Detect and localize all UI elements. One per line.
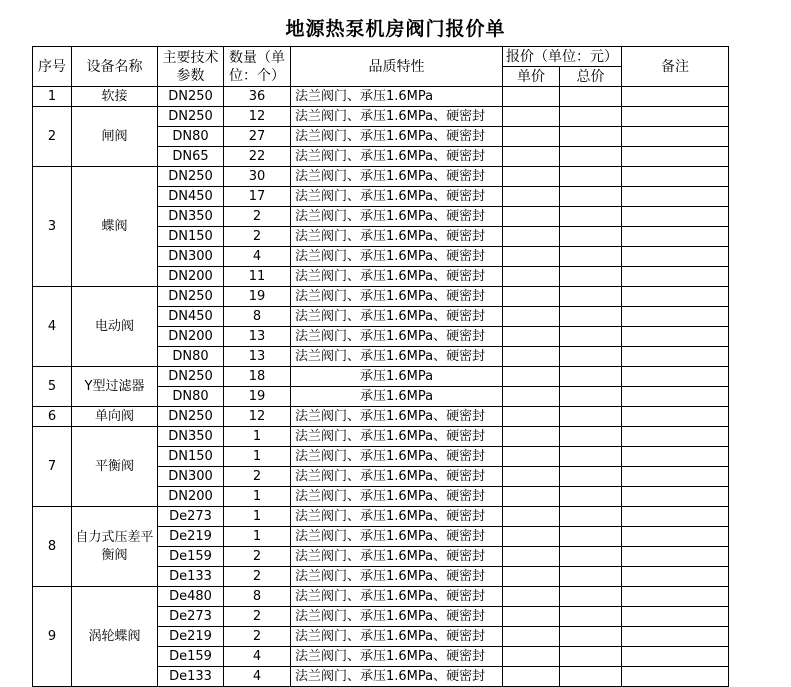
total-price-cell (560, 407, 622, 427)
qty-cell: 1 (224, 427, 291, 447)
unit-price-cell (503, 367, 560, 387)
qty-cell: 27 (224, 127, 291, 147)
total-price-cell (560, 107, 622, 127)
quality-cell: 法兰阀门、承压1.6MPa、硬密封 (291, 447, 503, 467)
note-cell (622, 467, 729, 487)
unit-price-cell (503, 467, 560, 487)
unit-price-cell (503, 547, 560, 567)
note-cell (622, 307, 729, 327)
qty-cell: 2 (224, 627, 291, 647)
total-price-cell (560, 247, 622, 267)
note-cell (622, 247, 729, 267)
qty-cell: 36 (224, 87, 291, 107)
quality-cell: 法兰阀门、承压1.6MPa、硬密封 (291, 307, 503, 327)
spec-cell: DN250 (158, 107, 224, 127)
quality-cell: 法兰阀门、承压1.6MPa、硬密封 (291, 127, 503, 147)
note-cell (622, 227, 729, 247)
spec-cell: De133 (158, 667, 224, 687)
total-price-cell (560, 267, 622, 287)
quality-cell: 法兰阀门、承压1.6MPa、硬密封 (291, 467, 503, 487)
note-cell (622, 407, 729, 427)
quality-cell: 法兰阀门、承压1.6MPa、硬密封 (291, 667, 503, 687)
unit-price-cell (503, 507, 560, 527)
quality-cell: 法兰阀门、承压1.6MPa、硬密封 (291, 247, 503, 267)
unit-price-cell (503, 207, 560, 227)
quality-cell: 法兰阀门、承压1.6MPa、硬密封 (291, 147, 503, 167)
spec-cell: DN450 (158, 187, 224, 207)
qty-cell: 1 (224, 487, 291, 507)
quality-cell: 承压1.6MPa (291, 367, 503, 387)
total-price-cell (560, 287, 622, 307)
note-cell (622, 387, 729, 407)
qty-cell: 11 (224, 267, 291, 287)
table-row (33, 507, 729, 527)
note-cell (622, 347, 729, 367)
total-price-cell (560, 127, 622, 147)
spec-cell: DN300 (158, 247, 224, 267)
device-name: 闸阀 (72, 107, 158, 167)
note-cell (622, 207, 729, 227)
spec-cell: De159 (158, 547, 224, 567)
total-price-cell (560, 327, 622, 347)
unit-price-cell (503, 487, 560, 507)
note-cell (622, 587, 729, 607)
spec-cell: DN250 (158, 167, 224, 187)
qty-cell: 8 (224, 307, 291, 327)
quality-cell: 法兰阀门、承压1.6MPa、硬密封 (291, 507, 503, 527)
note-cell (622, 427, 729, 447)
unit-price-cell (503, 87, 560, 107)
note-cell (622, 527, 729, 547)
header-name: 设备名称 (72, 47, 158, 87)
unit-price-cell (503, 187, 560, 207)
spec-cell: DN80 (158, 387, 224, 407)
quality-cell: 法兰阀门、承压1.6MPa、硬密封 (291, 227, 503, 247)
spec-cell: DN250 (158, 87, 224, 107)
spec-cell: DN350 (158, 427, 224, 447)
item-number: 7 (33, 427, 72, 507)
qty-cell: 1 (224, 447, 291, 467)
unit-price-cell (503, 427, 560, 447)
note-cell (622, 147, 729, 167)
note-cell (622, 627, 729, 647)
spec-cell: De273 (158, 607, 224, 627)
total-price-cell (560, 467, 622, 487)
spec-cell: DN250 (158, 287, 224, 307)
qty-cell: 4 (224, 647, 291, 667)
table-row (33, 407, 729, 427)
spec-cell: DN300 (158, 467, 224, 487)
header-qty: 数量（单位：个） (224, 47, 291, 87)
quality-cell: 法兰阀门、承压1.6MPa、硬密封 (291, 207, 503, 227)
table-row (33, 427, 729, 447)
device-name: 蝶阀 (72, 167, 158, 287)
qty-cell: 8 (224, 587, 291, 607)
unit-price-cell (503, 567, 560, 587)
header-unit-price: 单价 (503, 67, 560, 87)
device-name: 单向阀 (72, 407, 158, 427)
note-cell (622, 287, 729, 307)
total-price-cell (560, 527, 622, 547)
table-row (33, 167, 729, 187)
quality-cell: 法兰阀门、承压1.6MPa、硬密封 (291, 107, 503, 127)
quality-cell: 法兰阀门、承压1.6MPa (291, 87, 503, 107)
note-cell (622, 127, 729, 147)
total-price-cell (560, 647, 622, 667)
unit-price-cell (503, 307, 560, 327)
qty-cell: 13 (224, 347, 291, 367)
header-row (33, 47, 729, 67)
qty-cell: 4 (224, 667, 291, 687)
note-cell (622, 447, 729, 467)
total-price-cell (560, 447, 622, 467)
unit-price-cell (503, 267, 560, 287)
unit-price-cell (503, 607, 560, 627)
page-title: 地源热泵机房阀门报价单 (285, 18, 506, 40)
device-name: 涡轮蝶阀 (72, 587, 158, 687)
quality-cell: 法兰阀门、承压1.6MPa、硬密封 (291, 167, 503, 187)
unit-price-cell (503, 127, 560, 147)
unit-price-cell (503, 287, 560, 307)
qty-cell: 19 (224, 387, 291, 407)
header-quality: 品质特性 (291, 47, 503, 87)
note-cell (622, 507, 729, 527)
unit-price-cell (503, 107, 560, 127)
qty-cell: 13 (224, 327, 291, 347)
spec-cell: DN65 (158, 147, 224, 167)
unit-price-cell (503, 667, 560, 687)
item-number: 3 (33, 167, 72, 287)
unit-price-cell (503, 227, 560, 247)
header-note: 备注 (622, 47, 729, 87)
quality-cell: 法兰阀门、承压1.6MPa、硬密封 (291, 407, 503, 427)
quality-cell: 法兰阀门、承压1.6MPa、硬密封 (291, 607, 503, 627)
note-cell (622, 487, 729, 507)
total-price-cell (560, 227, 622, 247)
unit-price-cell (503, 647, 560, 667)
qty-cell: 19 (224, 287, 291, 307)
device-name: 软接 (72, 87, 158, 107)
qty-cell: 30 (224, 167, 291, 187)
qty-cell: 4 (224, 247, 291, 267)
spec-cell: DN450 (158, 307, 224, 327)
quality-cell: 法兰阀门、承压1.6MPa、硬密封 (291, 427, 503, 447)
total-price-cell (560, 427, 622, 447)
quality-cell: 法兰阀门、承压1.6MPa、硬密封 (291, 267, 503, 287)
total-price-cell (560, 547, 622, 567)
total-price-cell (560, 167, 622, 187)
total-price-cell (560, 507, 622, 527)
spec-cell: De480 (158, 587, 224, 607)
quality-cell: 法兰阀门、承压1.6MPa、硬密封 (291, 187, 503, 207)
qty-cell: 17 (224, 187, 291, 207)
table-row (33, 367, 729, 387)
table-row (33, 287, 729, 307)
unit-price-cell (503, 247, 560, 267)
qty-cell: 2 (224, 547, 291, 567)
header-no: 序号 (33, 47, 72, 87)
device-name: 电动阀 (72, 287, 158, 367)
qty-cell: 1 (224, 507, 291, 527)
item-number: 2 (33, 107, 72, 167)
unit-price-cell (503, 387, 560, 407)
note-cell (622, 187, 729, 207)
note-cell (622, 367, 729, 387)
spec-cell: De159 (158, 647, 224, 667)
qty-cell: 18 (224, 367, 291, 387)
total-price-cell (560, 187, 622, 207)
qty-cell: 2 (224, 607, 291, 627)
quality-cell: 法兰阀门、承压1.6MPa、硬密封 (291, 287, 503, 307)
device-name: 平衡阀 (72, 427, 158, 507)
unit-price-cell (503, 527, 560, 547)
item-number: 5 (33, 367, 72, 407)
unit-price-cell (503, 167, 560, 187)
unit-price-cell (503, 407, 560, 427)
quality-cell: 法兰阀门、承压1.6MPa、硬密封 (291, 527, 503, 547)
qty-cell: 2 (224, 207, 291, 227)
spec-cell: De219 (158, 527, 224, 547)
total-price-cell (560, 667, 622, 687)
quality-cell: 法兰阀门、承压1.6MPa、硬密封 (291, 567, 503, 587)
spec-cell: DN250 (158, 367, 224, 387)
total-price-cell (560, 87, 622, 107)
spec-cell: DN200 (158, 327, 224, 347)
item-number: 9 (33, 587, 72, 687)
qty-cell: 2 (224, 227, 291, 247)
total-price-cell (560, 307, 622, 327)
quality-cell: 法兰阀门、承压1.6MPa、硬密封 (291, 587, 503, 607)
table-row (33, 87, 729, 107)
header-total-price: 总价 (560, 67, 622, 87)
total-price-cell (560, 147, 622, 167)
device-name: 自力式压差平衡阀 (72, 507, 158, 587)
item-number: 8 (33, 507, 72, 587)
qty-cell: 2 (224, 567, 291, 587)
device-name: Y型过滤器 (72, 367, 158, 407)
total-price-cell (560, 387, 622, 407)
spec-cell: DN150 (158, 227, 224, 247)
quote-table (32, 46, 729, 687)
total-price-cell (560, 347, 622, 367)
spec-cell: De133 (158, 567, 224, 587)
table-row (33, 587, 729, 607)
quality-cell: 法兰阀门、承压1.6MPa、硬密封 (291, 327, 503, 347)
header-spec: 主要技术参数 (158, 47, 224, 87)
unit-price-cell (503, 447, 560, 467)
note-cell (622, 267, 729, 287)
header-price: 报价（单位：元） (503, 47, 622, 67)
item-number: 4 (33, 287, 72, 367)
total-price-cell (560, 627, 622, 647)
quality-cell: 承压1.6MPa (291, 387, 503, 407)
note-cell (622, 607, 729, 627)
spec-cell: DN200 (158, 267, 224, 287)
quality-cell: 法兰阀门、承压1.6MPa、硬密封 (291, 347, 503, 367)
qty-cell: 12 (224, 407, 291, 427)
total-price-cell (560, 207, 622, 227)
total-price-cell (560, 587, 622, 607)
spec-cell: De273 (158, 507, 224, 527)
note-cell (622, 547, 729, 567)
qty-cell: 2 (224, 467, 291, 487)
spec-cell: DN200 (158, 487, 224, 507)
item-number: 6 (33, 407, 72, 427)
unit-price-cell (503, 587, 560, 607)
quality-cell: 法兰阀门、承压1.6MPa、硬密封 (291, 487, 503, 507)
item-number: 1 (33, 87, 72, 107)
note-cell (622, 107, 729, 127)
spec-cell: DN150 (158, 447, 224, 467)
note-cell (622, 647, 729, 667)
note-cell (622, 327, 729, 347)
unit-price-cell (503, 147, 560, 167)
unit-price-cell (503, 347, 560, 367)
spec-cell: DN250 (158, 407, 224, 427)
total-price-cell (560, 567, 622, 587)
total-price-cell (560, 487, 622, 507)
quality-cell: 法兰阀门、承压1.6MPa、硬密封 (291, 627, 503, 647)
spec-cell: DN80 (158, 347, 224, 367)
unit-price-cell (503, 627, 560, 647)
note-cell (622, 667, 729, 687)
quality-cell: 法兰阀门、承压1.6MPa、硬密封 (291, 647, 503, 667)
spec-cell: De219 (158, 627, 224, 647)
note-cell (622, 167, 729, 187)
total-price-cell (560, 367, 622, 387)
unit-price-cell (503, 327, 560, 347)
qty-cell: 12 (224, 107, 291, 127)
total-price-cell (560, 607, 622, 627)
quality-cell: 法兰阀门、承压1.6MPa、硬密封 (291, 547, 503, 567)
spec-cell: DN80 (158, 127, 224, 147)
note-cell (622, 567, 729, 587)
table-row (33, 107, 729, 127)
spec-cell: DN350 (158, 207, 224, 227)
note-cell (622, 87, 729, 107)
qty-cell: 22 (224, 147, 291, 167)
qty-cell: 1 (224, 527, 291, 547)
